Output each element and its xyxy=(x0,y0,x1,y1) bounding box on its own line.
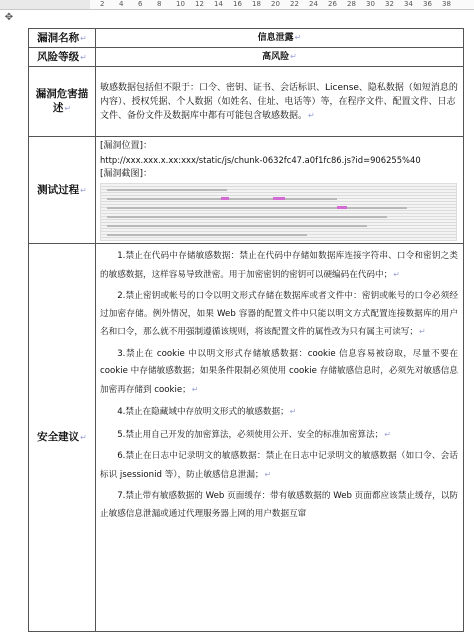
table-row xyxy=(29,244,464,632)
advice-item xyxy=(100,403,458,422)
ruler-tick-label: 22 xyxy=(290,0,299,8)
vuln-url: http://xxx.xxx.x.xx:xxx/static/js/chunk-0632fc47.a0f1fc86.js?id=906255%40 xyxy=(100,155,421,165)
ruler-tick-label: 8 xyxy=(157,0,162,8)
cell-text: 风险等级 xyxy=(37,50,80,63)
advice-list xyxy=(96,244,463,529)
cell-text: 测试过程 xyxy=(37,183,80,196)
table-row xyxy=(29,48,464,67)
ruler-tick-label: 14 xyxy=(214,0,223,8)
table-row xyxy=(29,137,464,244)
vuln-screenshot xyxy=(100,183,457,241)
cell-mark-icon: ↵ xyxy=(418,327,426,336)
table-row xyxy=(29,67,464,137)
cell-mark-icon: ↵ xyxy=(80,185,87,195)
vuln-name-label xyxy=(29,29,96,48)
risk-level-value xyxy=(96,48,464,67)
ruler-tick-label: 38 xyxy=(442,0,451,8)
ruler-page-area xyxy=(90,0,474,9)
advice-item xyxy=(100,426,458,445)
harm-description-label xyxy=(29,67,96,137)
advice-item xyxy=(100,248,458,284)
cell-text: 安全建议 xyxy=(37,431,80,443)
cell-mark-icon: ↵ xyxy=(80,52,87,62)
cell-mark-icon: ↵ xyxy=(308,110,315,120)
cell-mark-icon: ↵ xyxy=(191,384,199,394)
cell-mark-icon: ↵ xyxy=(289,407,297,416)
ruler-tick-label: 36 xyxy=(423,0,432,8)
cell-text: 敏感数据包括但不限于：口令、密钥、证书、会话标识、License、隐私数据（如短消息的内容）、授权凭据、个人数据（如姓名、住址、电话等）等，在程序文件、配置文件、日志文件、备份文件及数据库中都有可能包含敏感数据。 xyxy=(100,82,458,121)
ruler-tick-label: 2 xyxy=(100,0,105,8)
ruler-tick-label: 24 xyxy=(309,0,318,8)
cell-mark-icon: ↵ xyxy=(393,269,400,279)
vuln-name-value xyxy=(96,29,464,48)
advice-item xyxy=(100,288,458,342)
table-move-icon[interactable]: ✥ xyxy=(4,12,14,23)
cell-text: 信息泄露 xyxy=(257,33,294,43)
cell-mark-icon: ↵ xyxy=(290,52,297,61)
vulnerability-table xyxy=(28,28,464,632)
ruler-tick-label: 26 xyxy=(328,0,337,8)
cell-text: 高风险 xyxy=(262,52,290,62)
security-advice-label xyxy=(29,244,96,632)
ruler-tick-label: 10 xyxy=(176,0,185,8)
harm-description-value xyxy=(96,67,464,137)
security-advice-value xyxy=(96,244,464,632)
advice-text: 1.禁止在代码中存储敏感数据：禁止在代码中存储如数据库连接字符串、口令和密钥之类的敏感数据，这样容易导致泄密。用于加密密钥的密钥可以硬编码在代码中； xyxy=(100,251,458,280)
cell-mark-icon: ↵ xyxy=(264,469,272,479)
advice-item xyxy=(100,448,458,484)
cell-mark-icon: ↵ xyxy=(64,104,72,113)
advice-text: 3.禁止在 cookie 中以明文形式存储敏感数据：cookie 信息容易被窃取，尽量不要在 cookie 中存储敏感数据；如果条件限制必须使用 cookie 存储敏感信息时，必须先对敏感信息加密再存储到 cookie； xyxy=(100,348,458,395)
advice-text: 7.禁止带有敏感数据的 Web 页面缓存：带有敏感数据的 Web 页面都应该禁止缓存，以防止敏感信息泄漏或通过代理服务器上网的用户数据互窜 xyxy=(100,491,458,519)
ruler-tick-label: 18 xyxy=(252,0,261,8)
cell-mark-icon: ↵ xyxy=(80,33,87,43)
test-process-label xyxy=(29,137,96,244)
ruler-tick-label: 28 xyxy=(347,0,356,8)
ruler xyxy=(0,0,474,10)
cell-text: 漏洞危害描述 xyxy=(35,88,89,114)
ruler-tick-label: 32 xyxy=(385,0,394,8)
location-label: [漏洞位置]： xyxy=(100,141,153,151)
advice-text: 5.禁止用自己开发的加密算法，必须使用公开、安全的标准加密算法； xyxy=(117,429,384,440)
advice-text: 6.禁止在日志中记录明文的敏感数据：禁止在日志中记录明文的敏感数据（如口令、会话标识 jsessionid 等），防止敏感信息泄漏； xyxy=(100,451,458,480)
ruler-tick-label: 20 xyxy=(271,0,280,8)
ruler-tick-label: 6 xyxy=(138,0,143,8)
table-row xyxy=(29,29,464,48)
ruler-tick-label: 12 xyxy=(195,0,204,8)
ruler-tick-label: 30 xyxy=(366,0,375,8)
screenshot-label: [漏洞截图]： xyxy=(100,169,153,179)
ruler-tick-label: 34 xyxy=(404,0,413,8)
ruler-tick-label: 4 xyxy=(119,0,124,8)
cell-text: 漏洞名称 xyxy=(37,31,80,44)
cell-mark-icon: ↵ xyxy=(80,433,87,442)
test-process-value xyxy=(96,137,464,244)
advice-item xyxy=(100,488,458,523)
advice-item xyxy=(100,346,458,400)
cell-mark-icon: ↵ xyxy=(294,33,302,42)
risk-level-label xyxy=(29,48,96,67)
advice-text: 4.禁止在隐藏域中存放明文形式的敏感数据； xyxy=(117,407,289,417)
ruler-tick-label: 16 xyxy=(233,0,242,8)
cell-mark-icon: ↵ xyxy=(384,429,391,439)
advice-text: 2.禁止密钥或帐号的口令以明文形式存储在数据库或者文件中：密钥或帐号的口令必须经过加密存储。例外情况，如果 Web 容器的配置文件中只能以明文方式配置连接数据库的用户名和口令，那么就不用强制遵循该规则，将该配置文件的属性改为只有属主可读写； xyxy=(100,291,458,337)
